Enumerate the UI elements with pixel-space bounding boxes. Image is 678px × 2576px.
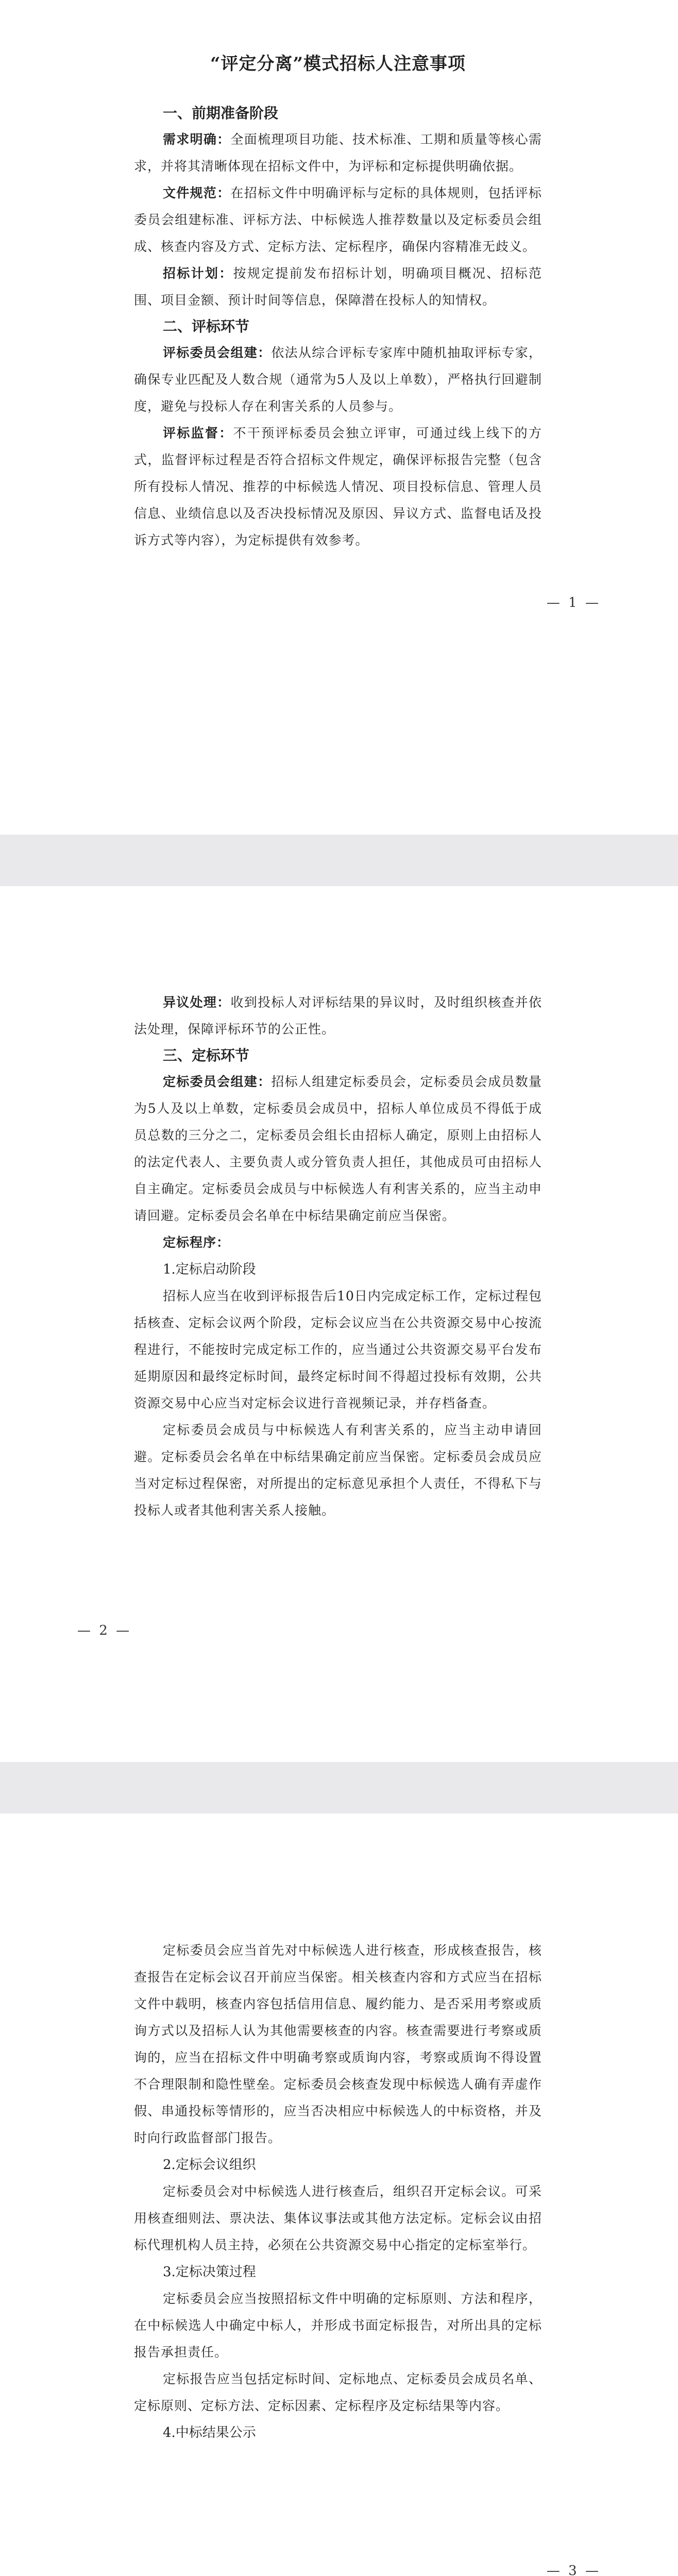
paragraph-start-phase: 招标人应当在收到评标报告后10日内完成定标工作，定标过程包括核查、定标会议两个阶段，定标会议应当在公共资源交易中心按流程进行，不能按时完成定标工作的，应当通过公共资源交易平台发布延期原因和最终定标时间，最终定标时间不得超过投标有效期，公共资源交易中心应当对定标会议进行音视频记录，并存档备查。 xyxy=(134,1289,542,1411)
paragraph-meeting: 定标委员会对中标候选人进行核查后，组织召开定标会议。可采用核查细则法、票决法、集体议事法或其他方法定标。定标会议由招标代理机构人员主持，必须在公共资源交易中心指定的定标室举行。 xyxy=(134,2184,542,2252)
page-number-3: — 3 — xyxy=(546,2563,601,2576)
paragraph-decision-process: 定标委员会应当按照招标文件中明确的定标原则、方法和程序，在中标候选人中确定中标人，并形成书面定标报告，对所出具的定标报告承担责任。 xyxy=(134,2291,542,2360)
text-objection: 收到投标人对评标结果的异议时，及时组织核查并依法处理，保障评标环节的公正性。 xyxy=(134,995,542,1037)
section-heading-preparation: 一、前期准备阶段 xyxy=(163,105,279,122)
lead-needs: 需求明确： xyxy=(163,132,231,147)
lead-procedure: 定标程序： xyxy=(163,1235,230,1250)
page-number-1: — 1 — xyxy=(546,595,601,611)
page-number-2: — 2 — xyxy=(77,1623,132,1638)
step-heading-decision-process: 3.定标决策过程 xyxy=(163,2264,256,2280)
section-heading-decision: 三、定标环节 xyxy=(163,1047,250,1064)
lead-supervision: 评标监督： xyxy=(163,426,233,440)
paragraph-verification: 定标委员会应当首先对中标候选人进行核查，形成核查报告，核查报告在定标会议召开前应当保密。相关核查内容和方式应当在招标文件中载明，核查内容包括信用信息、履约能力、是否采用考察或质询方式以及招标人认为其他需要核查的内容。核查需要进行考察或质询的，应当在招标文件中明确考察或质询内容，考察或质询不得设置不合理限制和隐性壁垒。定标委员会核查发现中标候选人确有弄虚作假、串通投标等情形的，应当否决相应中标候选人的中标资格，并及时向行政监督部门报告。 xyxy=(134,1943,542,2145)
lead-docs: 文件规范： xyxy=(163,185,231,200)
text-decision-committee: 招标人组建定标委员会，定标委员会成员数量为5人及以上单数，定标委员会成员中，招标人单位成员不得低于成员总数的三分之二，定标委员会组长由招标人确定，原则上由招标人的法定代表人、主要负责人或分管负责人担任，其他成员可由招标人自主确定。定标委员会成员与中标候选人有利害关系的，应当主动申请回避。定标委员会名单在中标结果确定前应当保密。 xyxy=(134,1074,542,1223)
document-page-3 xyxy=(0,1814,678,2576)
lead-decision-committee: 定标委员会组建： xyxy=(163,1074,272,1089)
paragraph-plan xyxy=(134,260,542,314)
paragraph-decision-committee xyxy=(134,1069,542,1229)
text-supervision: 不干预评标委员会独立评审，可通过线上线下的方式，监督评标过程是否符合招标文件规定，确保评标报告完整（包含所有投标人情况、推荐的中标候选人情况、项目投标信息、管理人员信息、业绩信息以及否决投标情况及原因、异议方式、监督电话及投诉方式等内容），为定标提供有效参考。 xyxy=(134,426,542,548)
document-page-1 xyxy=(0,0,678,835)
document-title: “评定分离”模式招标人注意事项 xyxy=(210,54,466,74)
text-needs: 全面梳理项目功能、技术标准、工期和质量等核心需求，并将其清晰体现在招标文件中，为评标和定标提供明确依据。 xyxy=(134,132,542,174)
lead-objection: 异议处理： xyxy=(163,995,231,1010)
lead-committee: 评标委员会组建： xyxy=(163,345,272,360)
section-heading-evaluation: 二、评标环节 xyxy=(163,318,250,335)
lead-plan: 招标计划： xyxy=(163,266,233,281)
text-plan: 按规定提前发布招标计划，明确项目概况、招标范围、项目金额、预计时间等信息，保障潜在投标人的知情权。 xyxy=(134,266,542,308)
text-docs: 在招标文件中明确评标与定标的具体规则，包括评标委员会组建标准、评标方法、中标候选人推荐数量以及定标委员会组成、核查内容及方式、定标方法、定标程序，确保内容精准无歧义。 xyxy=(134,185,542,254)
paragraph-report-content: 定标报告应当包括定标时间、定标地点、定标委员会成员名单、定标原则、定标方法、定标因素、定标程序及定标结果等内容。 xyxy=(134,2371,542,2413)
document-page-2 xyxy=(0,886,678,1762)
paragraph-committee xyxy=(134,340,542,420)
paragraph-recusal: 定标委员会成员与中标候选人有利害关系的，应当主动申请回避。定标委员会名单在中标结果确定前应当保密。定标委员会成员应当对定标过程保密，对所提出的定标意见承担个人责任，不得私下与投标人或者其他利害关系人接触。 xyxy=(134,1422,542,1518)
paragraph-docs xyxy=(134,180,542,260)
step-heading-publicity: 4.中标结果公示 xyxy=(163,2425,256,2441)
paragraph-procedure xyxy=(134,1229,542,1256)
paragraph-objection xyxy=(134,989,542,1043)
step-heading-meeting: 2.定标会议组织 xyxy=(163,2157,256,2173)
paragraph-supervision xyxy=(134,420,542,554)
step-heading-start: 1.定标启动阶段 xyxy=(163,1262,256,1277)
paragraph-needs xyxy=(134,126,542,180)
text-committee: 依法从综合评标专家库中随机抽取评标专家，确保专业匹配及人数合规（通常为5人及以上单数），严格执行回避制度，避免与投标人存在利害关系的人员参与。 xyxy=(134,345,542,414)
